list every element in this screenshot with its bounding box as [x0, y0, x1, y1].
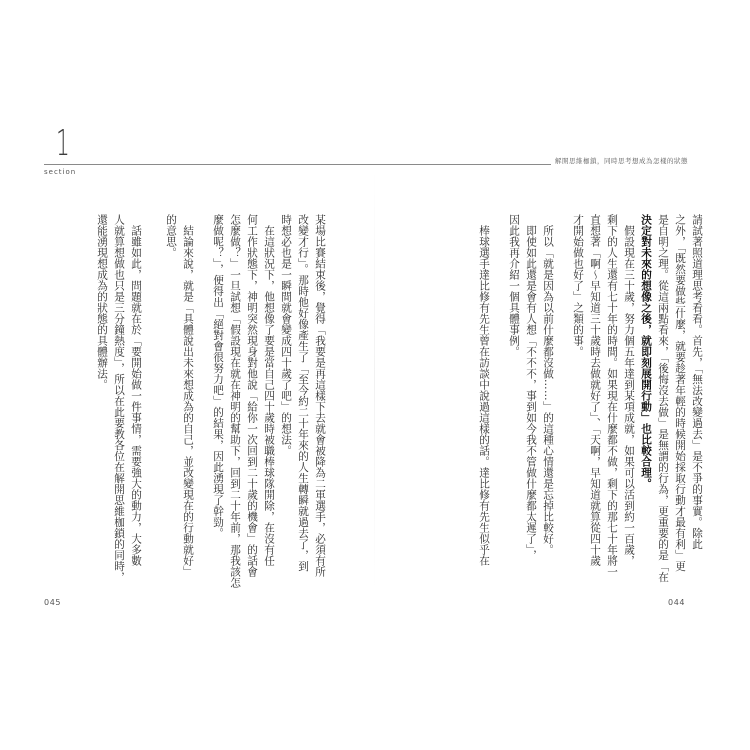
page-number-right: 044 — [668, 598, 686, 607]
text-column: 假設現在三十歲，努力個五年達到某項成就，如果可以活到約一百歲， — [623, 225, 635, 566]
text-column: 之外，「既然要做些什麼，就要趁著年輕的時候開始採取行動才最有利」更 — [674, 214, 686, 572]
text-column: 怎麼做？」一旦試想「假設現在就在神明的幫助下，回到二十年前，那我該怎 — [229, 214, 241, 588]
text-column: 即使如此還是會有人想「不不不，事到如今我不管做什麼都太遲了」， — [525, 225, 537, 561]
text-column: 改變才行」。那時他好像產生了「至今約二十年來的人生轉瞬就過去了，到 — [297, 214, 309, 572]
text-column: 話雖如此，問題就在於「要開始做一件事情，需要強大的動力，大多數 — [130, 225, 142, 566]
section-number: 1 — [56, 123, 70, 164]
text-column: 還能湧現想成為的狀態的具體辦法。 — [96, 214, 108, 390]
text-column: 是自明之理。從這兩點看來，「後悔沒去做」是無謂的行為，更重要的是「在 — [657, 214, 669, 583]
text-column: 在這狀況下，他想像了要是當自己四十歲時被職棒球隊開除，在沒有任 — [263, 225, 275, 566]
right-page — [375, 0, 750, 750]
text-column: 何工作狀態下，神明突然現身對他說「給你一次回到二十歲的機會」的話會 — [246, 214, 258, 577]
text-column: 才開始做也好了」之類的事。 — [572, 214, 584, 357]
text-column: 剩下的人生還有七十年的時間。如果現在什麼都不做，剩下的那七十年將一 — [606, 214, 618, 577]
running-head: 解開思維枷鎖，同時思考想成為怎樣的狀態 — [551, 156, 688, 165]
text-column: 請試著照道理思考看看。首先，「無法改變過去」是不爭的事實。除此 — [691, 214, 703, 550]
text-column: 時想必也是一瞬間就會變成四十歲了吧」的想法。 — [280, 214, 292, 456]
text-column: 所以「就是因為以前什麼都沒做……」的這種心情還是忘掉比較好。 — [542, 225, 554, 555]
text-column: 麼做呢？」，便得出「絕對會很努力吧」的結果，因此湧現了幹勁。 — [212, 214, 224, 539]
section-label: section — [44, 168, 77, 176]
text-column: 因此我再介紹一個具體事例。 — [508, 214, 520, 357]
text-column: 人就算想做也只是三分鐘熱度」，所以在此要教各位在解開思維枷鎖的同時， — [113, 214, 125, 583]
text-column: 直想著「啊～早知道三十歲時去做就好了」、「天啊，早知道就算從四十歲 — [589, 214, 601, 567]
text-column: 棒球選手達比修有先生曾在訪談中說過這樣的話。達比修有先生似乎在 — [478, 225, 490, 566]
text-column: 某場比賽結束後，覺得「我要是再這樣下去就會被降為二軍選手，必須有所 — [314, 214, 326, 577]
page-number-left: 045 — [44, 598, 62, 607]
text-column: 結論來說，就是「具體說出未來想成為的自己，並改變現在的行動就好」 — [182, 225, 194, 577]
text-column-emphasis: 決定對未來的想像之後，就即刻展開行動」也比較合理。 — [640, 214, 652, 489]
text-column: 的意思。 — [165, 214, 177, 258]
